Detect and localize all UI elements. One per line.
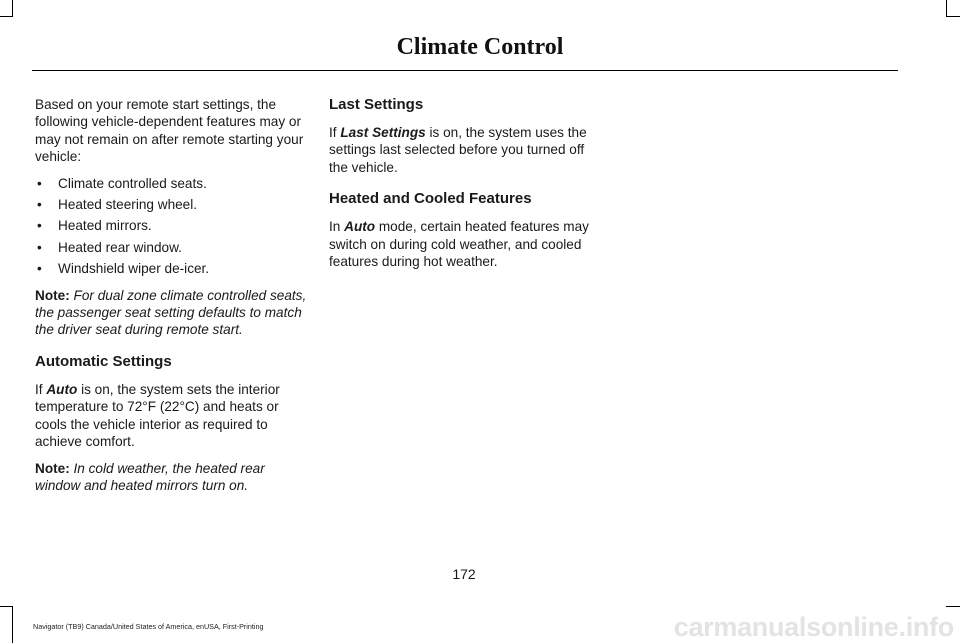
- text: If: [35, 381, 47, 397]
- feature-list: [35, 175, 309, 278]
- heading-automatic-settings: Automatic Settings: [35, 352, 172, 370]
- crop-mark: [12, 0, 13, 17]
- text: is on, the system uses the settings last selected before you turned off the vehicle.: [329, 125, 587, 175]
- text: is on, the system sets the interior temperature to 72°F (22°C) and heats or cools the vehicle interior as required to achieve comfort.: [35, 381, 280, 450]
- crop-mark: [946, 606, 960, 607]
- left-column: [35, 96, 309, 503]
- heated-cooled-paragraph: [329, 218, 604, 270]
- note-text: For dual zone climate controlled seats, the passenger seat setting defaults to match the driver seat during remote start.: [35, 287, 307, 338]
- note-dual-zone: [35, 287, 309, 339]
- heading-heated-cooled-features: Heated and Cooled Features: [329, 190, 532, 208]
- document-info: Navigator (TB9) Canada/United States of America, enUSA, First-Printing: [33, 622, 264, 631]
- note-label: Note:: [35, 460, 70, 476]
- crop-mark: [0, 16, 12, 17]
- automatic-settings-paragraph: [35, 381, 309, 451]
- list-item: • Climate controlled seats.: [35, 175, 309, 192]
- list-item: • Heated mirrors.: [35, 217, 309, 234]
- page-title: Climate Control: [396, 34, 564, 60]
- note-text: In cold weather, the heated rear window and heated mirrors turn on.: [35, 460, 265, 493]
- page-number: 172: [452, 566, 476, 582]
- text: If: [329, 125, 341, 140]
- intro-paragraph: Based on your remote start settings, the following vehicle-dependent features may or may not remain on after remote starting your vehicle:: [35, 97, 304, 165]
- term-last-settings: Last Settings: [340, 125, 426, 140]
- term-auto: Auto: [46, 381, 78, 397]
- right-column: [329, 96, 604, 279]
- watermark: carmanualsonline.info: [673, 612, 954, 642]
- text: In: [329, 219, 345, 235]
- crop-mark: [12, 606, 13, 643]
- term-auto: Auto: [344, 219, 376, 235]
- list-item: • Windshield wiper de-icer.: [35, 260, 309, 277]
- header-divider: [32, 70, 898, 71]
- crop-mark: [0, 606, 12, 607]
- list-item: • Heated steering wheel.: [35, 196, 309, 213]
- crop-mark: [946, 0, 947, 17]
- note-cold-weather: [35, 460, 309, 495]
- text: mode, certain heated features may switch on during cold weather, and cooled features during hot weather.: [329, 219, 589, 270]
- heading-last-settings: Last Settings: [329, 96, 424, 113]
- list-item: • Heated rear window.: [35, 239, 309, 256]
- last-settings-paragraph: [329, 124, 604, 176]
- crop-mark: [946, 16, 960, 17]
- note-label: Note:: [35, 287, 70, 303]
